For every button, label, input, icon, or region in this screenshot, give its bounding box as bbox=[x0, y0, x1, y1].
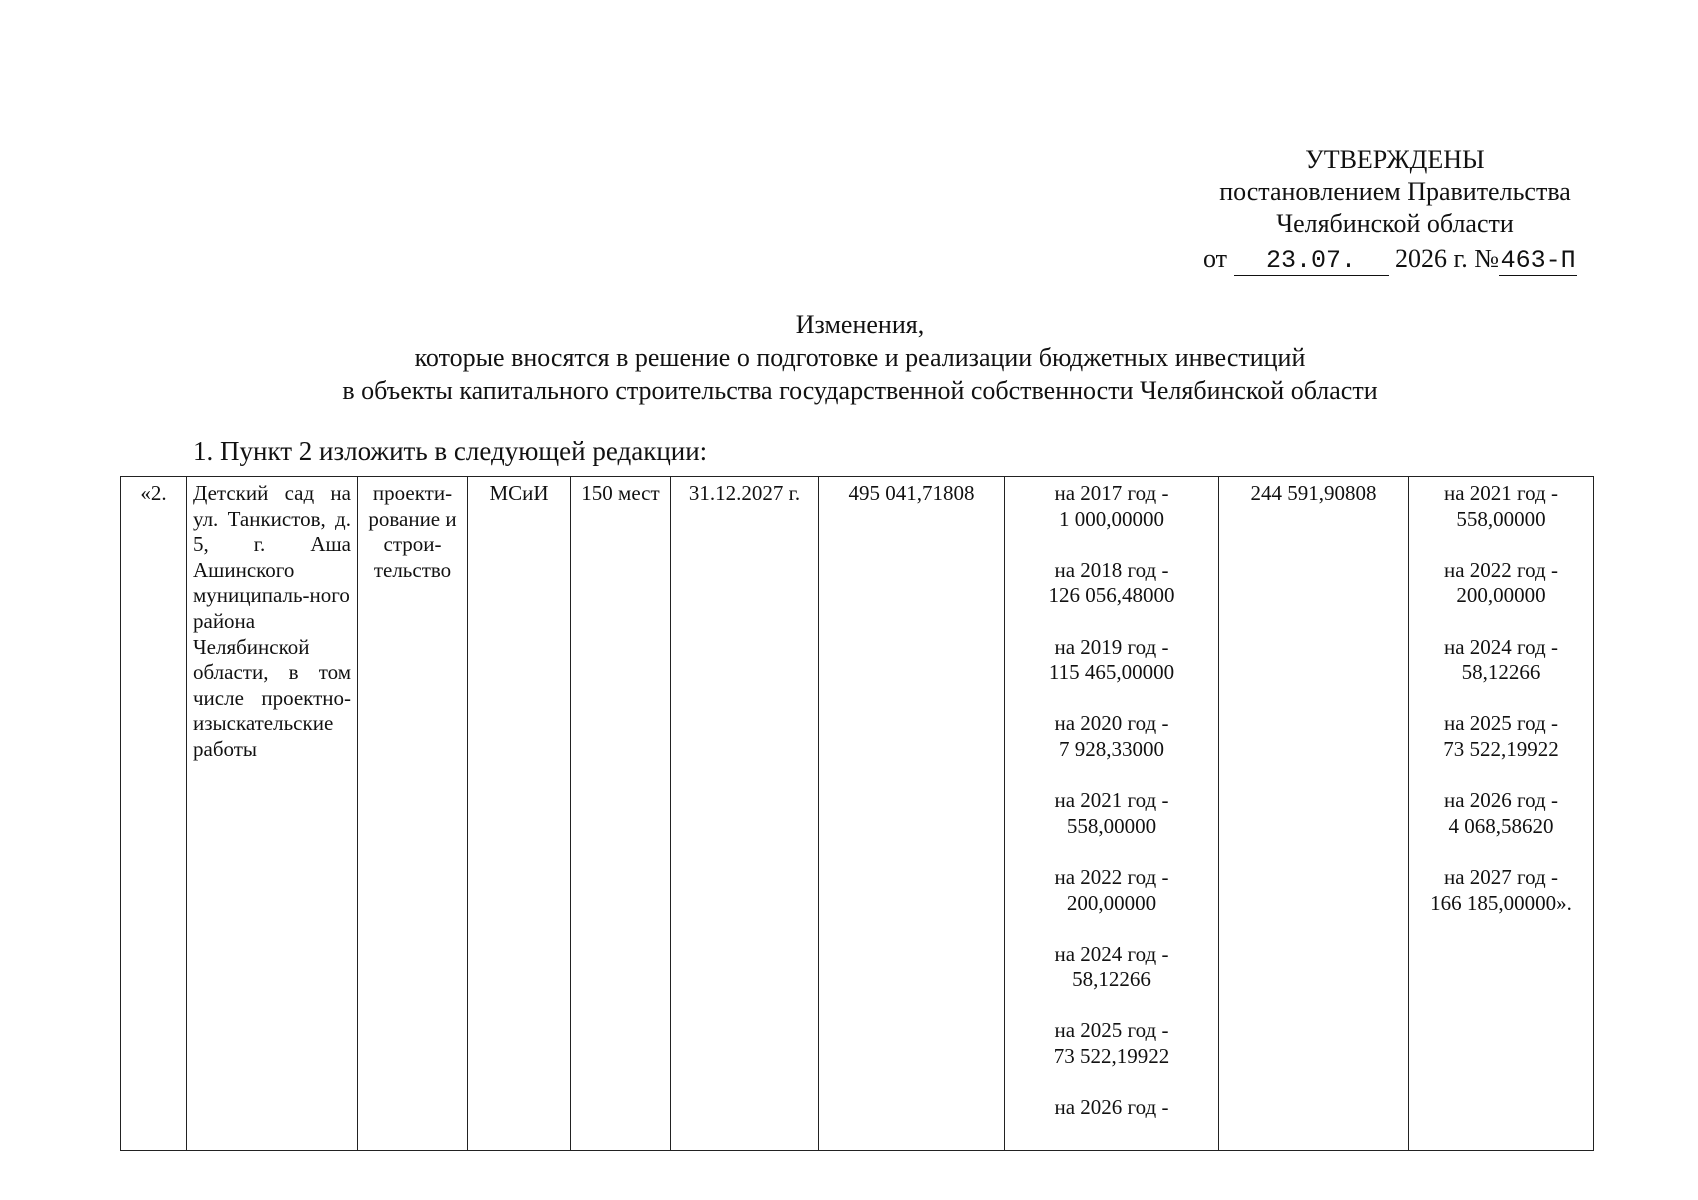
budget-allocation-entry: на 2024 год - 58,12266 bbox=[1444, 634, 1558, 685]
budget-allocation-entry: на 2026 год - 4 068,58620 bbox=[1444, 788, 1558, 838]
date-value: 23.07. bbox=[1234, 247, 1389, 276]
allocation-entry: на 2021 год - 558,00000 bbox=[1054, 788, 1169, 838]
budget-allocation-entry: на 2027 год - 166 185,00000». bbox=[1430, 864, 1572, 915]
allocation-entry: на 2026 год - bbox=[1054, 1095, 1169, 1120]
allocation-entry: на 2022 год - 200,00000 bbox=[1054, 864, 1169, 915]
date-prefix: от bbox=[1203, 244, 1228, 273]
table-row bbox=[121, 477, 1594, 1151]
cell-estimated-cost: 495 041,71808 bbox=[819, 477, 1005, 1151]
document-title bbox=[150, 308, 1570, 407]
item-paragraph: 1. Пункт 2 изложить в следующей редакции: bbox=[193, 436, 708, 466]
allocation-entry: на 2024 год - 58,12266 bbox=[1054, 941, 1169, 992]
budget-allocation-entry: на 2025 год - 73 522,19922 bbox=[1443, 711, 1559, 761]
cell-completion-date: 31.12.2027 г. bbox=[671, 477, 819, 1151]
title-line-3: в объекты капитального строительства государственной собственности Челябинской области bbox=[342, 376, 1378, 405]
approval-block bbox=[1180, 144, 1610, 240]
approval-line-decree: постановлением Правительства bbox=[1219, 177, 1571, 206]
budget-allocation-entry: на 2021 год - 558,00000 bbox=[1444, 481, 1558, 531]
approval-date-line bbox=[1203, 244, 1577, 276]
budget-allocation-entry: на 2022 год - 200,00000 bbox=[1444, 557, 1558, 608]
investment-table bbox=[120, 476, 1594, 1151]
year-text: 2026 г. № bbox=[1395, 244, 1500, 273]
cell-organization: МСиИ bbox=[468, 477, 571, 1151]
cell-work-type: проекти-рование и строи-тельство bbox=[358, 477, 468, 1151]
cell-capacity: 150 мест bbox=[571, 477, 671, 1151]
allocation-entry: на 2019 год - 115 465,00000 bbox=[1048, 634, 1175, 685]
cell-budget-total: 244 591,90808 bbox=[1219, 477, 1409, 1151]
approval-line-region: Челябинской области bbox=[1276, 209, 1514, 238]
allocation-entry: на 2017 год - 1 000,00000 bbox=[1054, 481, 1169, 531]
allocation-entry: на 2020 год - 7 928,33000 bbox=[1054, 711, 1169, 761]
cell-allocations bbox=[1005, 477, 1219, 1151]
cell-number: «2. bbox=[121, 477, 187, 1151]
title-line-1: Изменения, bbox=[795, 310, 925, 339]
allocation-entry: на 2025 год - 73 522,19922 bbox=[1053, 1018, 1170, 1069]
cell-object-name: Детский сад на ул. Танкистов, д. 5, г. Аша Ашинского муниципаль-ного района Челябинской области, в том числе проектно-изыскательские работы bbox=[187, 477, 358, 1151]
document-number: 463-П bbox=[1500, 246, 1576, 275]
approval-heading: УТВЕРЖДЕНЫ bbox=[1305, 145, 1485, 174]
cell-budget-allocations bbox=[1409, 477, 1594, 1151]
title-line-2: которые вносятся в решение о подготовке и реализации бюджетных инвестиций bbox=[414, 343, 1306, 372]
allocation-entry: на 2018 год - 126 056,48000 bbox=[1048, 557, 1175, 608]
